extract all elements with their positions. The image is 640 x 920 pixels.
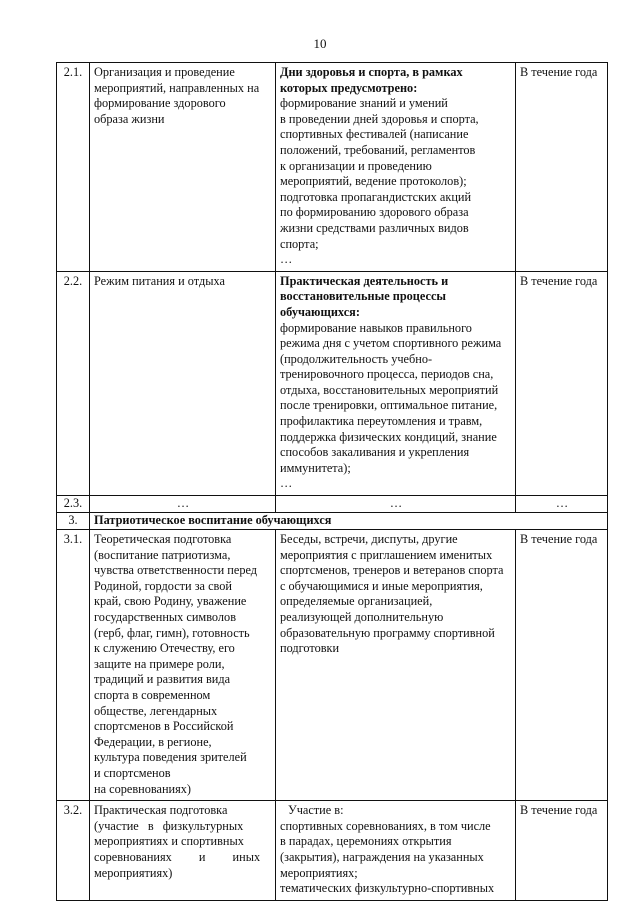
- text-line: мероприятиях): [94, 865, 173, 880]
- text-line: профилактика переутомления и травм,: [280, 414, 483, 429]
- text-line: формирование навыков правильного: [280, 320, 472, 335]
- row-number: 2.2.: [57, 271, 90, 495]
- content-heading: Практическая деятельность и: [280, 273, 449, 288]
- text-line: традиций и развития вида: [94, 672, 231, 687]
- text-line: край, свою Родину, уважение: [94, 594, 247, 609]
- row-number: 2.3.: [57, 496, 90, 513]
- text-line: режима дня с учетом спортивного режима: [280, 336, 502, 351]
- activity-name: [90, 530, 276, 801]
- activity-name: [90, 271, 276, 495]
- text-line: мероприятия с приглашением именитых: [280, 547, 493, 562]
- text-line: мероприятий, ведение протоколов);: [280, 174, 467, 189]
- section-number: 3.: [57, 513, 90, 530]
- text-line: соревнованиях и иных: [94, 849, 261, 864]
- section-title: Патриотическое воспитание обучающихся: [90, 513, 608, 530]
- text-line: жизни средствами различных видов: [280, 220, 469, 235]
- text-line: Теоретическая подготовка: [94, 532, 232, 547]
- table-row-3-2: [57, 801, 608, 901]
- text-line: иммунитета);: [280, 460, 351, 475]
- text-line: мероприятиях;: [280, 865, 358, 880]
- text-line: реализующей дополнительную: [280, 610, 444, 624]
- page-number: 10: [313, 36, 327, 51]
- text-line: Участие в:: [288, 803, 344, 818]
- activity-name: [90, 801, 276, 901]
- text-line: …: [280, 252, 293, 267]
- table-row-3-1: [57, 530, 608, 801]
- text-line: спортсменов в Российской: [94, 719, 234, 734]
- activity-content: [276, 530, 516, 801]
- activity-content: [276, 801, 516, 901]
- text-line: положений, требований, регламентов: [280, 142, 476, 157]
- text-line: спортсменов, тренеров и ветеранов спорта: [280, 563, 504, 578]
- text-line: (герб, флаг, гимн), готовность: [94, 625, 250, 640]
- activity-term: В течение года: [516, 271, 608, 495]
- activity-term: В течение года: [516, 801, 608, 901]
- text-line: Родиной, гордости за свой: [94, 578, 232, 593]
- plan-table: [56, 62, 608, 901]
- activity-term: …: [516, 496, 608, 513]
- text-line: Организация и проведение: [94, 65, 235, 79]
- table-row-2-1: [57, 63, 608, 272]
- text-line: отдыха, восстановительных мероприятий: [280, 382, 499, 397]
- text-line: защите на примере роли,: [94, 656, 225, 671]
- text-line: с обучающимися и иные мероприятия,: [280, 578, 483, 593]
- row-number: 2.1.: [57, 63, 90, 272]
- text-line: способов закаливания и укрепления: [280, 445, 470, 460]
- text-line: формирование здорового: [94, 96, 226, 111]
- text-line: государственных символов: [94, 610, 237, 624]
- text-line: спортивных фестивалей (написание: [280, 127, 469, 142]
- text-line: (закрытия), награждения на указанных: [280, 849, 484, 864]
- text-line: …: [280, 476, 293, 491]
- text-line: обществе, легендарных: [94, 703, 218, 718]
- text-line: образа жизни: [94, 111, 165, 126]
- text-line: (продолжительность учебно-: [280, 351, 433, 366]
- table-row-2-2: [57, 271, 608, 495]
- text-line: к служению Отечеству, его: [94, 641, 235, 656]
- text-line: мероприятий, направленных на: [94, 80, 260, 95]
- text-line: (участие в физкультурных: [94, 818, 244, 833]
- content-heading: которых предусмотрено:: [280, 80, 418, 95]
- text-line: поддержка физических кондиций, знание: [280, 429, 497, 444]
- text-line: к организации и проведению: [280, 158, 432, 173]
- text-line: Режим питания и отдыха: [94, 273, 225, 288]
- content-heading: восстановительные процессы: [280, 289, 447, 304]
- text-line: спортивных соревнованиях, в том числе: [280, 818, 491, 833]
- text-line: определяемые организацией,: [280, 594, 433, 609]
- activity-name: [90, 63, 276, 272]
- activity-name: …: [90, 496, 276, 513]
- text-line: спорта в современном: [94, 687, 211, 702]
- row-number: 3.2.: [57, 801, 90, 901]
- table-row-2-3: [57, 496, 608, 513]
- text-line: в парадах, церемониях открытия: [280, 834, 452, 849]
- text-line: и спортсменов: [94, 765, 171, 780]
- text-line: культура поведения зрителей: [94, 750, 247, 765]
- content-heading: обучающихся:: [280, 304, 360, 319]
- text-line: мероприятиях и спортивных: [94, 834, 244, 849]
- activity-content: …: [276, 496, 516, 513]
- text-line: тематических физкультурно-спортивных: [280, 881, 495, 896]
- text-line: спорта;: [280, 236, 319, 251]
- activity-content: [276, 271, 516, 495]
- text-line: чувства ответственности перед: [94, 563, 258, 578]
- text-line: тренировочного процесса, периодов сна,: [280, 367, 494, 382]
- section-row-3: [57, 513, 608, 530]
- activity-content: [276, 63, 516, 272]
- text-line: на соревнованиях): [94, 781, 192, 796]
- text-line: формирование знаний и умений: [280, 96, 448, 111]
- text-line: подготовки: [280, 641, 340, 656]
- text-line: (воспитание патриотизма,: [94, 547, 231, 562]
- text-line: образовательную программу спортивной: [280, 625, 495, 640]
- text-line: после тренировки, оптимальное питание,: [280, 398, 498, 413]
- text-line: подготовка пропагандистских акций: [280, 189, 472, 204]
- content-heading: Дни здоровья и спорта, в рамках: [280, 65, 463, 79]
- text-line: Федерации, в регионе,: [94, 734, 212, 749]
- activity-term: В течение года: [516, 530, 608, 801]
- text-line: в проведении дней здоровья и спорта,: [280, 111, 479, 126]
- text-line: Практическая подготовка: [94, 803, 228, 818]
- text-line: Беседы, встречи, диспуты, другие: [280, 532, 458, 547]
- text-line: по формированию здорового образа: [280, 205, 469, 220]
- activity-term: В течение года: [516, 63, 608, 272]
- row-number: 3.1.: [57, 530, 90, 801]
